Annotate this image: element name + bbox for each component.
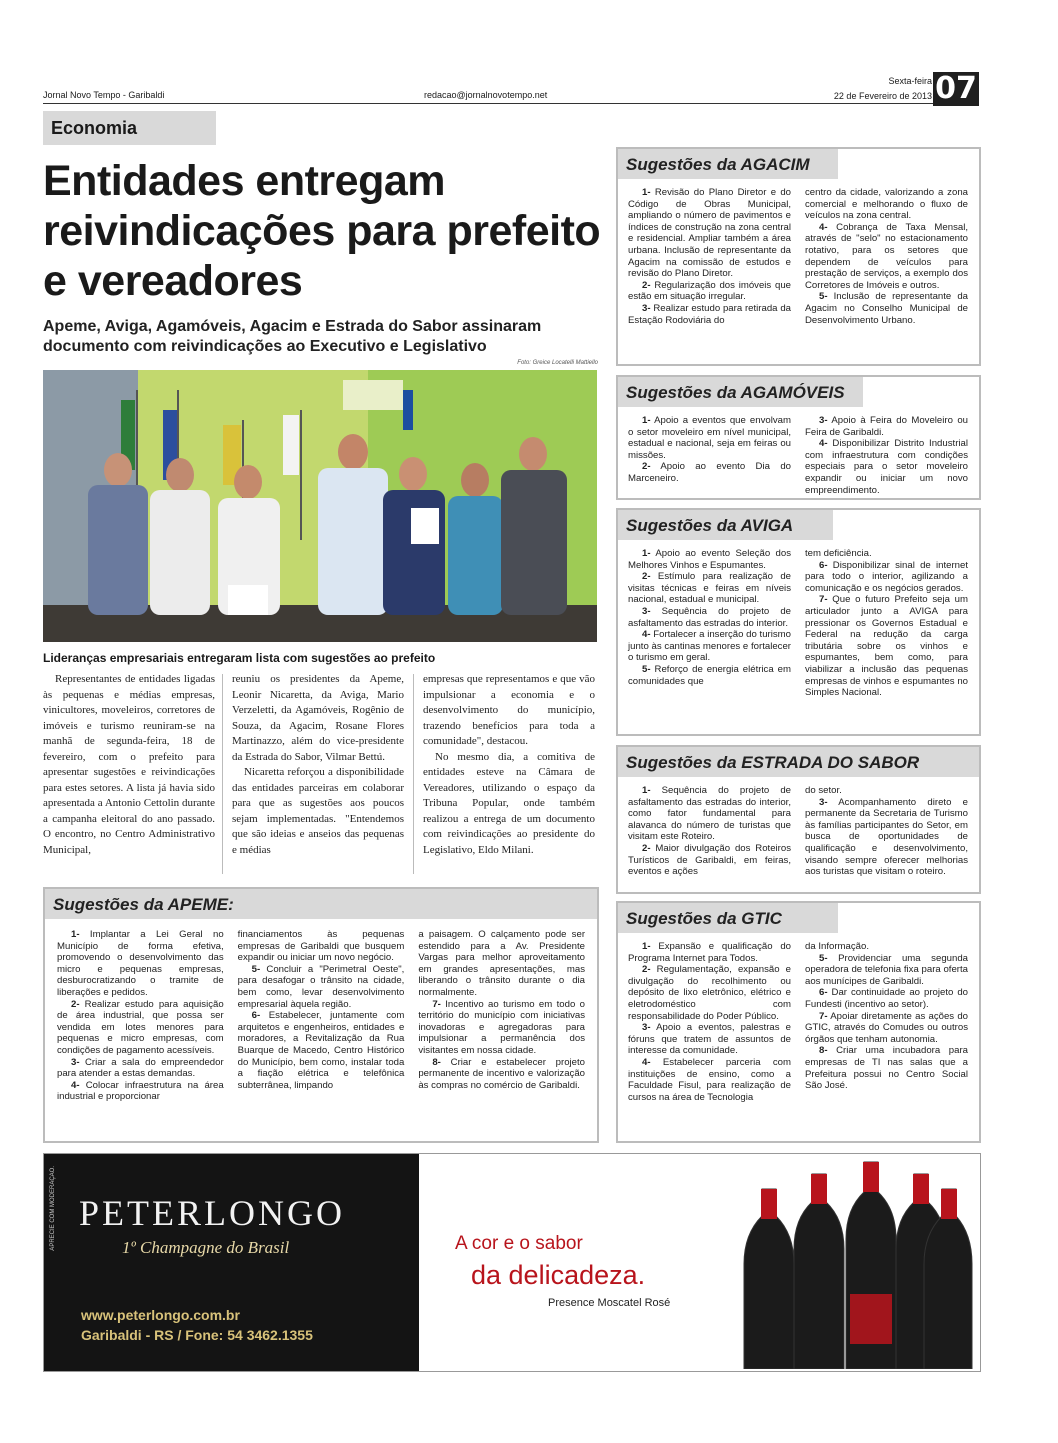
box-columns (628, 941, 968, 1103)
list-item (628, 548, 791, 571)
list-item (628, 1057, 791, 1103)
article-col-3 (423, 672, 595, 858)
list-item-text: Criar e estabelecer projeto permanente de incentivo e valorização às compras no comércio de Garibaldi. (418, 1056, 586, 1091)
list-item-text: Apoio ao evento Seleção dos Melhores Vinhos e Espumantes. (628, 548, 791, 571)
list-item (805, 291, 968, 326)
wine-bottles-illustration (724, 1154, 974, 1369)
box-column (628, 785, 791, 878)
list-item-number: 8- (819, 1045, 828, 1057)
masthead-weekday: Sexta-feira (888, 76, 932, 86)
list-item (628, 571, 791, 606)
list-item (238, 1010, 405, 1091)
list-item-text: Apoio a eventos, palestras e fóruns que tratem de assuntos de interesse da comunidade. (628, 1022, 791, 1057)
list-item (628, 303, 791, 326)
list-item (805, 987, 968, 1010)
box-header (618, 149, 838, 179)
box-header (45, 889, 597, 919)
article-photo (43, 370, 597, 642)
list-item (628, 664, 791, 687)
box-columns (628, 785, 968, 878)
list-item-number: 3- (642, 302, 651, 314)
list-item-text: Regulamentação, expansão e divulgação do recolhimento ou depósito de lixo eletrônico, elétrico e eletrodoméstico com responsabilidade do Poder Público. (628, 964, 791, 1022)
list-item (628, 187, 791, 280)
list-item (805, 785, 968, 797)
photo-caption: Lideranças empresariais entregaram lista com sugestões ao prefeito (43, 651, 436, 665)
list-item-number: 2- (642, 571, 651, 583)
list-item-number: 3- (71, 1056, 80, 1068)
list-item-text: Realizar estudo para aquisição de área industrial, que possa ser vendida em lotes menores para pequenas e micro empresas, com condições de pagamento acessíveis. (57, 998, 224, 1056)
ad-slogan-line-2: da delicadeza. (471, 1260, 646, 1290)
box-column (805, 941, 968, 1103)
list-item-number: 4- (819, 438, 828, 450)
list-item-number: 4- (642, 1056, 651, 1068)
list-item (805, 941, 968, 953)
list-item-text: Concluir a "Perimetral Oeste", para desafogar o trânsito na cidade, bem como, levar desenvolvimento empresarial àquela região. (237, 963, 405, 1010)
box-header (618, 747, 979, 777)
list-item-number: 6- (819, 559, 828, 571)
masthead-paper: Jornal Novo Tempo - Garibaldi (43, 90, 165, 100)
box-title: Sugestões da GTIC (626, 909, 782, 928)
box-columns (628, 548, 968, 699)
list-item-number: 8- (432, 1056, 441, 1068)
box-header (618, 510, 833, 540)
list-item-number: 2- (642, 842, 651, 854)
box-column (57, 929, 224, 1103)
list-item-number: 4- (71, 1079, 80, 1091)
box-columns (628, 415, 968, 496)
list-item (628, 415, 791, 461)
list-item-number: 6- (251, 1010, 261, 1022)
list-item (57, 1057, 224, 1080)
list-item-text: centro da cidade, valorizando a zona comercial e melhorando o fluxo de veículos na zona central. (805, 187, 968, 222)
column-divider (413, 674, 414, 874)
list-item (628, 964, 791, 1022)
photo-illustration (43, 370, 597, 642)
list-item-text: Acompanhamento direto e permanente da Secretaria de Turismo às famílias participantes do Setor, em busca de oportunidades de qualificação e desenvolvimento, visando sempre oferecer melhorias aos turistas que visitam o roteiro. (805, 796, 969, 878)
list-item-text: Sequência do projeto de asfaltamento das estradas do interior, como fator fundamental para alavanca do número de turistas que visitam este Roteiro. (628, 785, 792, 843)
list-item (805, 438, 968, 496)
box-column (805, 187, 968, 326)
list-item (805, 797, 968, 878)
list-item (238, 964, 405, 1010)
box-title: Sugestões da ESTRADA DO SABOR (626, 753, 920, 772)
list-item-text: a paisagem. O calçamento pode ser estendido para a Av. Presidente Vargas para melhor aproveitamento em grandes apresentações, mas liberando o trânsito durante o dia normalmente. (418, 929, 586, 998)
list-item (628, 629, 791, 664)
list-item-number: 1- (642, 785, 651, 796)
box-column (238, 929, 405, 1103)
box-gtic (616, 901, 981, 1143)
box-title: Sugestões da APEME: (53, 895, 234, 914)
list-item-text: Realizar estudo para retirada da Estação Rodoviária do (628, 302, 791, 326)
ad-dark-panel (44, 1154, 419, 1371)
list-item (628, 843, 791, 878)
list-item-number: 6- (819, 987, 828, 999)
list-item-text: Disponibilizar Distrito Industrial com infraestrutura com condições especiais para o setor moveleiro expandir ou iniciar um novo empreendimento. (805, 438, 968, 496)
advertisement[interactable] (43, 1153, 981, 1372)
list-item-text: Revisão do Plano Diretor e do Código de Obras Municipal, ampliando o número de pavimentos e índices de construção na zona central e residencial. Ampliar também a área urbana. Inclusão de representante da Agacim na comissão de estudos e revisão do Plano Diretor. (628, 187, 791, 280)
list-item-number: 3- (642, 1022, 651, 1034)
list-item-number: 3- (642, 605, 651, 617)
ad-product-name: Presence Moscatel Rosé (548, 1297, 671, 1309)
list-item-number: 2- (642, 461, 651, 473)
list-item-text: Que o futuro Prefeito seja um articulador junto a AVIGA para pressionar os Governos Estadual e Federal na redução da carga tributária sobre os vinhos e espumantes, bem como, para viabilizar a inclusão das pequenas empresas de vinhos e espumantes no Simples Nacional. (805, 594, 968, 699)
page-title: Entidades entregam reivindicações para prefeito e vereadores (43, 157, 601, 305)
list-item (805, 594, 968, 698)
list-item-text: Disponibilizar sinal de internet para todo o interior, agilizando a comunicação e os negócios gerados. (805, 559, 969, 594)
box-column (805, 415, 968, 496)
list-item-text: Apoio à Feira do Moveleiro ou Feira de Garibaldi. (805, 415, 968, 438)
list-item-text: Apoio ao evento Dia do Marceneiro. (628, 461, 791, 484)
article-col-2 (232, 672, 404, 858)
ad-brand-logo: PETERLONGO (79, 1193, 345, 1233)
list-item-text: Fortalecer a inserção do turismo junto às cantinas menores e fortalecer o turismo em geral. (628, 629, 791, 664)
box-title: Sugestões da AVIGA (626, 516, 794, 535)
list-item (418, 999, 585, 1057)
box-column (805, 785, 968, 878)
masthead-email[interactable]: redacao@jornalnovotempo.net (424, 90, 548, 100)
box-columns (628, 187, 968, 326)
list-item (628, 1022, 791, 1057)
article-paragraph: Nicaretta reforçou a disponibilidade das entidades parceiras em colaborar para que as sugestões aos poucos sejam implementadas. "Entendemos que são ideias e anseios das pequenas e médias (232, 766, 404, 856)
box-apeme (43, 887, 599, 1143)
list-item-text: Criar a sala do empreendedor para atender a estas demandas. (57, 1056, 224, 1080)
box-columns (57, 929, 585, 1103)
box-column (418, 929, 585, 1103)
list-item (805, 1045, 968, 1091)
list-item (628, 280, 791, 303)
list-item-text: Expansão e qualificação do Programa Internet para Todos. (628, 941, 791, 964)
list-item-text: financiamentos às pequenas empresas de Garibaldi que busquem expandir ou iniciar um novo negócio. (237, 929, 405, 964)
list-item (57, 1080, 224, 1103)
list-item-text: Criar uma incubadora para empresas de TI nas salas que a Prefeitura possui no Centro Social São José. (805, 1045, 968, 1092)
list-item (57, 999, 224, 1057)
ad-slogan-line-1: A cor e o sabor (455, 1233, 583, 1254)
box-header (618, 903, 838, 933)
list-item-text: Inclusão de representante da Agacim no Conselho Municipal de Desenvolvimento Urbano. (805, 291, 968, 326)
list-item-text: Maior divulgação dos Roteiros Turísticos de Garibaldi, em feiras, eventos e ações (628, 842, 791, 878)
ad-moderation-note: APRECIE COM MODERAÇÃO. (50, 1166, 56, 1251)
list-item-text: Colocar infraestrutura na área industrial e proporcionar (57, 1079, 224, 1103)
subheadline: Apeme, Aviga, Agamóveis, Agacim e Estrada do Sabor assinaram documento com reivindicações ao Executivo e Legislativo (43, 318, 542, 355)
ad-url[interactable]: www.peterlongo.com.br (81, 1307, 240, 1323)
list-item-text: Apoiar diretamente as ações do GTIC, através do Comudes ou outros órgãos que tenham autonomia. (805, 1010, 968, 1045)
masthead-rule (43, 103, 933, 104)
article-col-1 (43, 672, 215, 858)
list-item (805, 560, 968, 595)
list-item (805, 222, 968, 292)
list-item-text: Providenciar uma segunda operadora de telefonia fixa para oferta aos munícipes de Garibaldi. (805, 952, 968, 987)
list-item-text: Implantar a Lei Geral no Município de forma efetiva, promovendo o desenvolvimento das micro e pequenas empresas, desburocratizando o tramite de liberações e pedidos. (57, 929, 224, 998)
list-item-text: Reforço de energia elétrica em comunidades que (628, 663, 792, 687)
article-paragraph: No mesmo dia, a comitiva de entidades esteve na Câmara de Vereadores, utilizando o espaço da Tribuna Popular, onde também realizou a entrega de um documento com reivindicações ao presidente do Legislativo, Eldo Milani. (423, 750, 595, 856)
box-header (618, 377, 863, 407)
box-agacim (616, 147, 981, 366)
list-item (628, 606, 791, 629)
list-item (418, 1057, 585, 1092)
list-item-number: 3- (819, 415, 828, 426)
list-item-text: Sequência do projeto de asfaltamento das estradas do interior. (628, 605, 792, 629)
box-title: Sugestões da AGACIM (626, 155, 810, 174)
list-item (418, 929, 585, 999)
list-item-number: 1- (642, 415, 651, 426)
list-item (805, 548, 968, 560)
list-item (805, 415, 968, 438)
box-aviga (616, 508, 981, 736)
column-divider (222, 674, 223, 874)
article-paragraph: empresas que representamos e que vão impulsionar a economia e o desenvolvimento do município, trazendo benefícios para toda a comunidade", destacou. (423, 673, 595, 747)
article-paragraph: reuniu os presidentes da Apeme, Leonir Nicaretta, da Aviga, Mario Verzeletti, da Agamóveis, Rogênio de Souza, da Agacim, Rosane Flores Martinazzo, além do vice-presidente da Estrada do Sabor, Vilmar Bettú. (232, 673, 404, 763)
list-item-number: 4- (819, 221, 828, 233)
photo-credit: Foto: Greice Locatelli Mattiello (517, 360, 598, 366)
list-item (628, 941, 791, 964)
list-item-number: 2- (642, 964, 651, 976)
ad-brand-tagline: 1º Champagne do Brasil (122, 1238, 290, 1257)
list-item (805, 953, 968, 988)
list-item-text: Apoio a eventos que envolvam o setor moveleiro em nível municipal, estadual e nacional, seja em feiras ou missões. (628, 415, 791, 461)
section-tag (43, 111, 216, 145)
list-item-text: Estabelecer parceria com instituições de ensino, como a Faculdade Fisul, para realização de cursos na área de Tecnologia (628, 1056, 791, 1103)
list-item-text: da Informação. (805, 941, 869, 952)
masthead-date-block (800, 74, 932, 104)
box-column (628, 187, 791, 326)
box-estrada-do-sabor (616, 745, 981, 894)
list-item-number: 3- (819, 796, 828, 808)
list-item-number: 1- (642, 187, 651, 198)
list-item-number: 7- (432, 998, 441, 1010)
list-item (57, 929, 224, 999)
box-title: Sugestões da AGAMÓVEIS (626, 383, 845, 402)
list-item-text: Regularização dos imóveis que estão em situação irregular. (628, 279, 791, 303)
list-item-text: Estímulo para realização de visitas técnicas e feiras em níveis nacional, estadual e municipal. (628, 571, 791, 606)
list-item (628, 785, 791, 843)
ad-phone: Garibaldi - RS / Fone: 54 3462.1355 (81, 1327, 313, 1343)
box-column (628, 941, 791, 1103)
box-column (805, 548, 968, 699)
list-item-number: 1- (642, 941, 651, 952)
box-column (628, 415, 791, 496)
list-item-text: tem deficiência. (805, 548, 872, 559)
list-item-number: 1- (642, 548, 651, 559)
list-item-text: Cobrança de Taxa Mensal, através de "selo" no estacionamento rotativo, para os setores que dependem de veículos para prestação de serviços, a exemplo dos Corretores de Imóveis e outros. (805, 221, 969, 291)
article-paragraph: Representantes de entidades ligadas às pequenas e médias empresas, vinicultores, moveleiros, corretores de imóveis e turismo reuniram-se na manhã de segunda-feira, 18 de fevereiro, com o prefeito para apresentar sugestões e reivindicações para estes setores. A lista já havia sido apresentada a Antonio Cettolin durante a campanha eleitoral do ano passado. O encontro, no Centro Administrativo Municipal, (43, 673, 215, 856)
list-item-number: 7- (819, 594, 828, 606)
box-agamoveis (616, 375, 981, 500)
list-item-text: do setor. (805, 785, 842, 796)
list-item-text: Incentivo ao turismo em todo o território do município com iniciativas inovadoras e agregadoras para impulsionar a permanência dos visitantes em nossa cidade. (418, 998, 586, 1056)
list-item-number: 2- (642, 279, 651, 291)
list-item (805, 187, 968, 222)
list-item-number: 2- (71, 998, 80, 1010)
list-item-number: 5- (819, 952, 828, 964)
page-number: 07 (933, 72, 979, 106)
list-item (238, 929, 405, 964)
list-item-number: 1- (71, 929, 80, 940)
masthead-date: 22 de Fevereiro de 2013 (833, 91, 932, 101)
list-item (805, 1011, 968, 1046)
list-item-number: 5- (642, 663, 651, 675)
list-item-text: Estabelecer, juntamente com arquitetos e engenheiros, entidades e moradores, a Revitalização da Rua Buarque de Macedo, Centro Histórico do Município, bem como, instalar toda a fiação elétrica e telefônica subterrânea, limpando (237, 1010, 405, 1091)
list-item (628, 461, 791, 484)
list-item-number: 5- (819, 291, 828, 303)
list-item-text: Dar continuidade ao projeto do Fundesti (incentivo ao setor). (805, 987, 968, 1010)
list-item-number: 4- (642, 629, 651, 641)
section-label: Economia (51, 118, 138, 138)
list-item-number: 7- (819, 1010, 828, 1022)
list-item-number: 5- (251, 963, 261, 975)
box-column (628, 548, 791, 699)
